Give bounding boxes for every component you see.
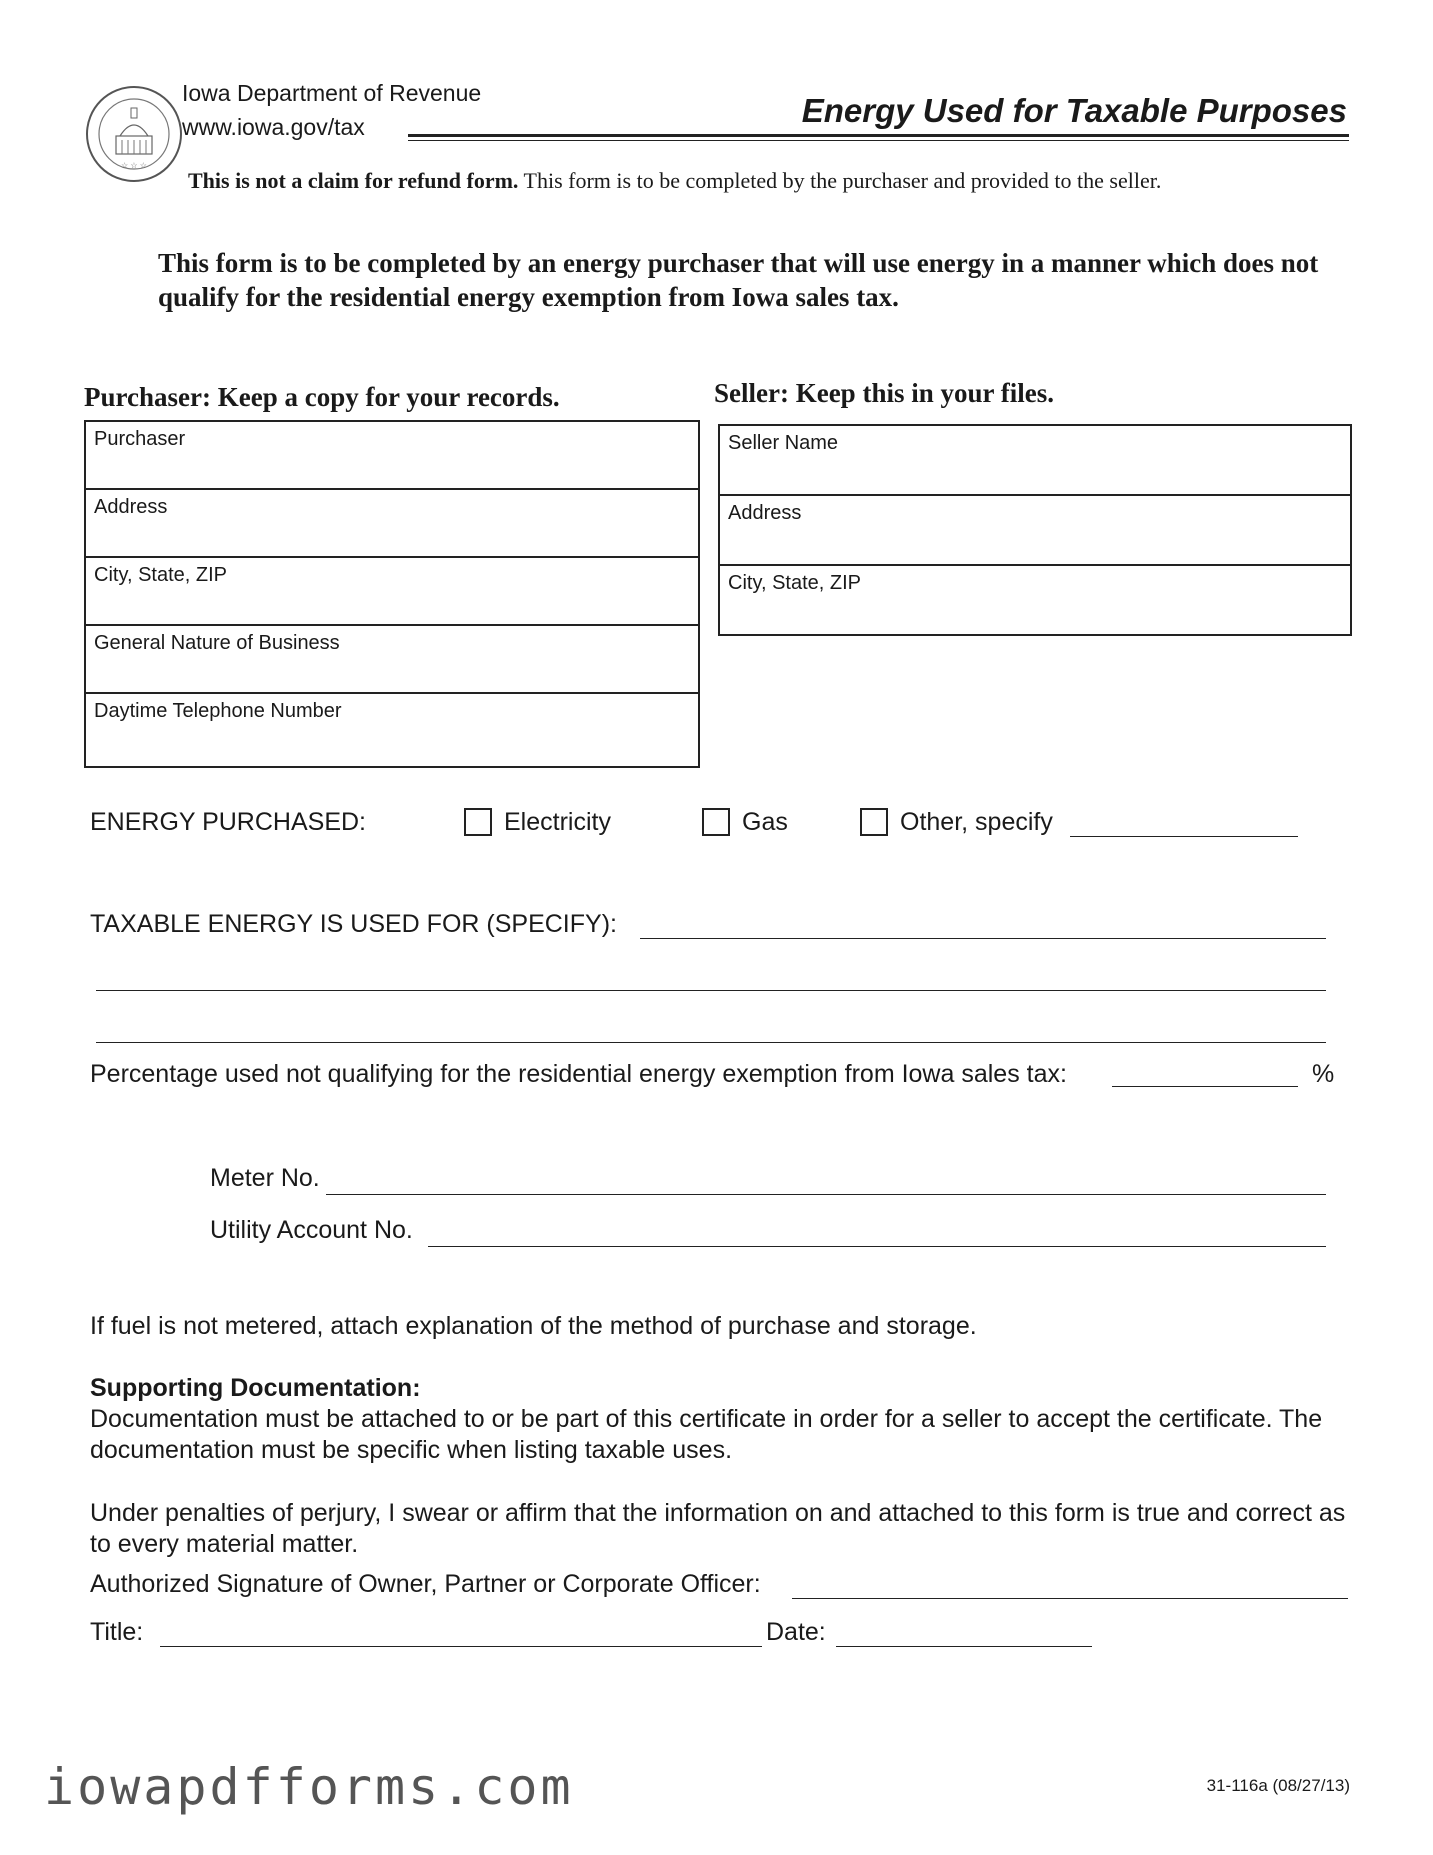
seller-name-label: Seller Name xyxy=(728,432,839,454)
supporting-heading: Supporting Documentation: xyxy=(90,1374,421,1402)
taxable-use-input-1[interactable] xyxy=(640,938,1326,939)
business-nature-label: General Nature of Business xyxy=(94,632,340,654)
other-checkbox[interactable] xyxy=(860,808,888,836)
form-number: 31-116a (08/27/13) xyxy=(1206,1776,1350,1795)
meter-label: Meter No. xyxy=(210,1164,320,1192)
percentage-input[interactable] xyxy=(1112,1086,1298,1087)
purchaser-city-label: City, State, ZIP xyxy=(94,564,227,586)
other-label: Other, specify xyxy=(900,808,1053,836)
percentage-label: Percentage used not qualifying for the residential energy exemption from Iowa sales tax: xyxy=(90,1060,1067,1088)
seller-city-label: City, State, ZIP xyxy=(728,572,861,594)
seller-address-label: Address xyxy=(728,502,802,524)
date-input[interactable] xyxy=(836,1646,1092,1647)
svg-text:☆ ☆ ☆: ☆ ☆ ☆ xyxy=(121,161,147,170)
seller-city-field[interactable] xyxy=(720,566,1350,634)
purchaser-box xyxy=(84,420,700,768)
supporting-body: Documentation must be attached to or be part of this certificate in order for a seller to accept the certificate. The documentation must be specific when listing taxable uses. xyxy=(90,1405,1323,1464)
signature-label: Authorized Signature of Owner, Partner or Corporate Officer: xyxy=(90,1570,761,1598)
energy-purchased-label: ENERGY PURCHASED: xyxy=(90,808,366,836)
electricity-label: Electricity xyxy=(504,808,611,836)
agency-seal xyxy=(84,84,184,184)
form-note xyxy=(188,168,1161,194)
taxable-use-input-2[interactable] xyxy=(96,990,1326,991)
form-title: Energy Used for Taxable Purposes xyxy=(801,92,1347,129)
account-label: Utility Account No. xyxy=(210,1216,413,1244)
agency-name: Iowa Department of Revenue xyxy=(182,80,482,106)
title-label: Title: xyxy=(90,1618,144,1646)
electricity-checkbox[interactable] xyxy=(464,808,492,836)
meter-input[interactable] xyxy=(326,1194,1326,1195)
form-note-bold: This is not a claim for refund form. xyxy=(188,168,519,193)
percent-sign: % xyxy=(1312,1060,1335,1088)
gas-checkbox[interactable] xyxy=(702,808,730,836)
seller-box xyxy=(718,424,1352,636)
perjury-statement: Under penalties of perjury, I swear or affirm that the information on and attached to this form is true and correct as to every material matter. xyxy=(90,1499,1346,1558)
agency-website: www.iowa.gov/tax xyxy=(182,114,365,140)
other-specify-input[interactable] xyxy=(1070,836,1298,837)
form-note-text: This form is to be completed by the purchaser and provided to the seller. xyxy=(518,168,1162,193)
purchaser-name-field[interactable] xyxy=(86,422,698,490)
watermark: iowapdfforms.com xyxy=(44,1758,574,1816)
seller-heading: Seller: Keep this in your files. xyxy=(714,378,1054,408)
taxable-use-input-3[interactable] xyxy=(96,1042,1326,1043)
purchaser-city-field[interactable] xyxy=(86,558,698,626)
unmetered-note: If fuel is not metered, attach explanation of the method of purchase and storage. xyxy=(90,1312,977,1340)
telephone-label: Daytime Telephone Number xyxy=(94,700,342,722)
intro-text: This form is to be completed by an energy purchaser that will use energy in a manner which does not qualify for the residential energy exemption from Iowa sales tax. xyxy=(158,248,1319,312)
purchaser-address-field[interactable] xyxy=(86,490,698,558)
title-rule-thin xyxy=(408,140,1349,141)
seller-address-field[interactable] xyxy=(720,496,1350,566)
telephone-field[interactable] xyxy=(86,694,698,762)
taxable-use-label: TAXABLE ENERGY IS USED FOR (SPECIFY): xyxy=(90,910,617,938)
business-nature-field[interactable] xyxy=(86,626,698,694)
purchaser-heading: Purchaser: Keep a copy for your records. xyxy=(84,382,560,412)
gas-label: Gas xyxy=(742,808,788,836)
purchaser-address-label: Address xyxy=(94,496,168,518)
date-label: Date: xyxy=(766,1618,826,1646)
signature-input[interactable] xyxy=(792,1598,1348,1599)
account-input[interactable] xyxy=(428,1246,1326,1247)
title-input[interactable] xyxy=(160,1646,762,1647)
purchaser-name-label: Purchaser xyxy=(94,428,186,450)
title-rule xyxy=(408,134,1349,137)
seller-name-field[interactable] xyxy=(720,426,1350,496)
